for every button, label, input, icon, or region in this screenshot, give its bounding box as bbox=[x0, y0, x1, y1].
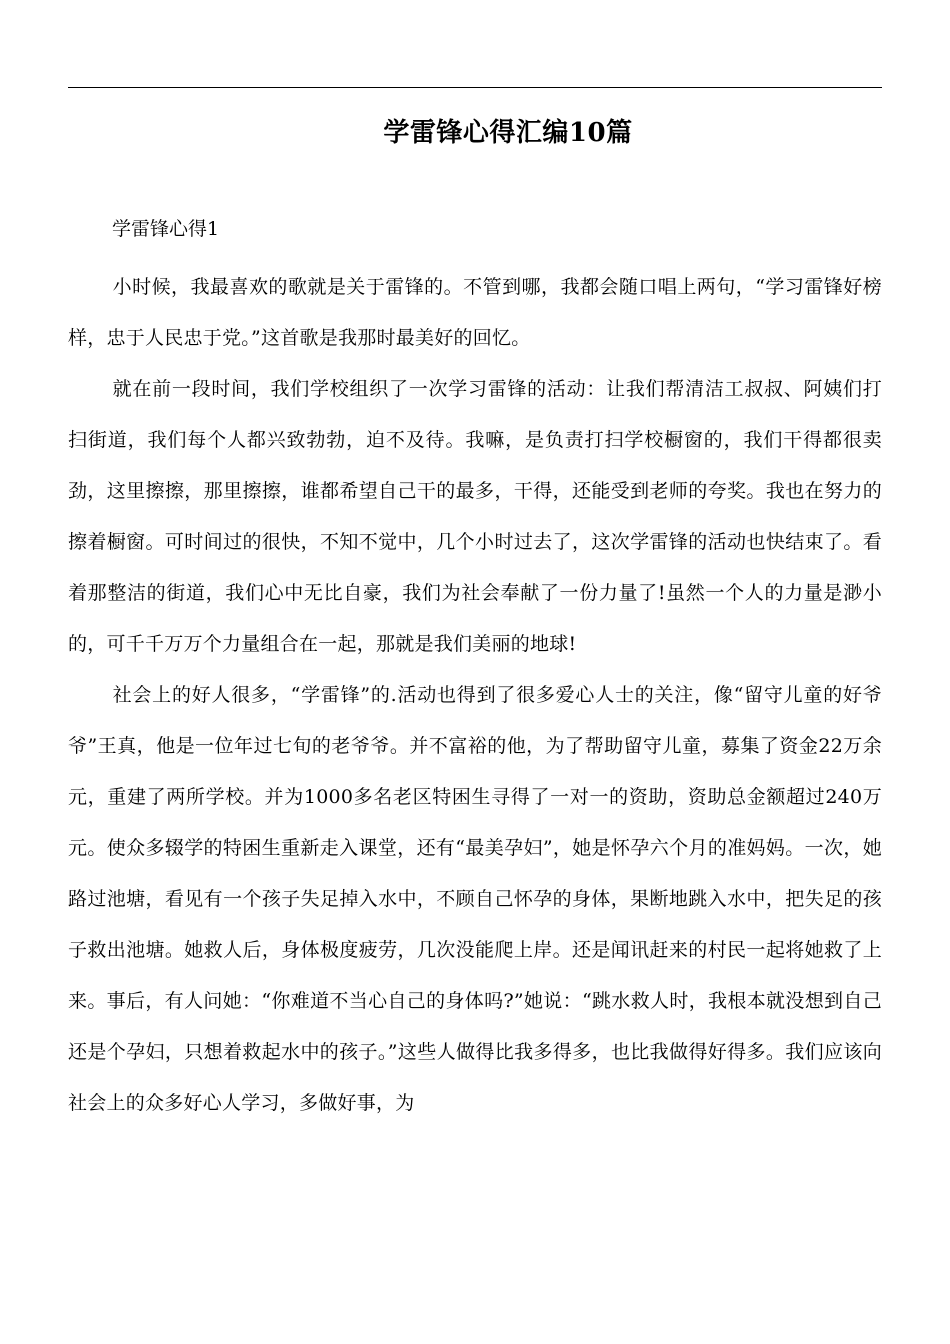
paragraph-1: 小时候，我最喜欢的歌就是关于雷锋的。不管到哪，我都会随口唱上两句，“学习雷锋好榜样，忠于人民忠于党。”这首歌是我那时最美好的回忆。 bbox=[68, 276, 882, 349]
header-rule bbox=[68, 87, 882, 88]
paragraph-3: 社会上的好人很多，“学雷锋”的.活动也得到了很多爱心人士的关注，像“留守儿童的好爷爷”王真，他是一位年过七旬的老爷爷。并不富裕的他，为了帮助留守儿童，募集了资金22万余元，重建了两所学校。并为1000多名老区特困生寻得了一对一的资助，资助总金额超过240万元。使众多辍学的特困生重新走入课堂，还有“最美孕妇”，她是怀孕六个月的准妈妈。一次，她路过池塘，看见有一个孩子失足掉入水中，不顾自己怀孕的身体，果断地跳入水中，把失足的孩子救出池塘。她救人后，身体极度疲劳，几次没能爬上岸。还是闻讯赶来的村民一起将她救了上来。事后，有人问她：“你难道不当心自己的身体吗?”她说：“跳水救人时，我根本就没想到自己还是个孕妇，只想着救起水中的孩子。”这些人做得比我多得多，也比我做得好得多。我们应该向社会上的众多好心人学习，多做好事，为 bbox=[68, 684, 882, 1114]
document-title: 学雷锋心得汇编10篇 bbox=[383, 118, 633, 149]
paragraph-2: 就在前一段时间，我们学校组织了一次学习雷锋的活动：让我们帮清洁工叔叔、阿姨们打扫街道，我们每个人都兴致勃勃，迫不及待。我嘛，是负责打扫学校橱窗的，我们干得都很卖劲，这里擦擦，那里擦擦，谁都希望自己干的最多，干得，还能受到老师的夸奖。我也在努力的擦着橱窗。可时间过的很快，不知不觉中，几个小时过去了，这次学雷锋的活动也快结束了。看着那整洁的街道，我们心中无比自豪，我们为社会奉献了一份力量了!虽然一个人的力量是渺小的，可千千万万个力量组合在一起，那就是我们美丽的地球! bbox=[68, 378, 882, 655]
document-body bbox=[68, 210, 882, 1129]
section-heading: 学雷锋心得1 bbox=[112, 218, 220, 240]
